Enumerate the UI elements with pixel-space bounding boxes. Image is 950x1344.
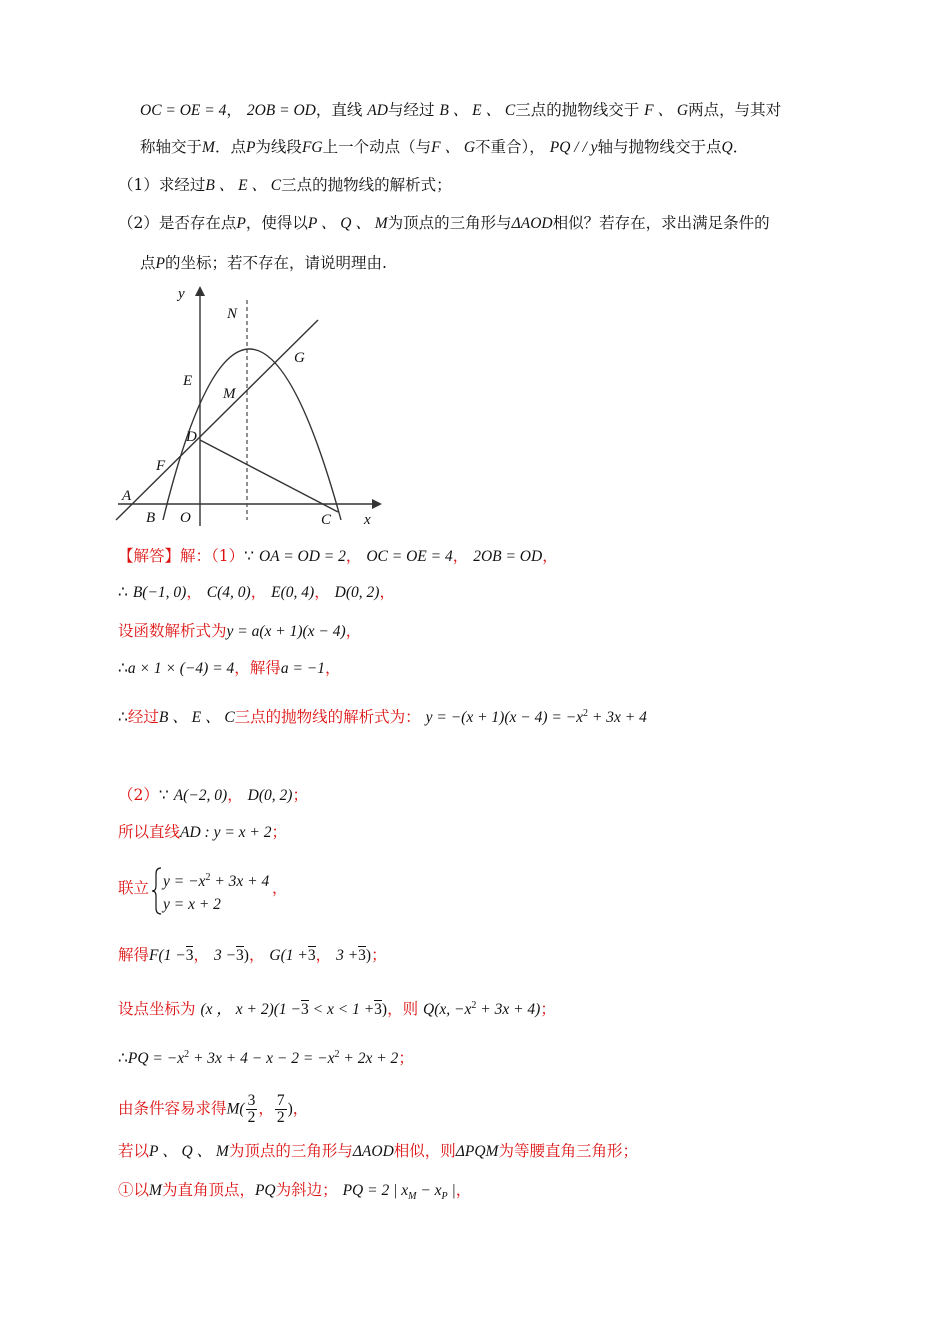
solution-header: 【解答】 [118,547,181,565]
label-a: A [122,488,132,504]
fraction-3-2: $\frac{3}{2}$ [247,1092,256,1126]
part2-solve: 解得F(1 −3， 3 −3)， G(1 +3， 3 +3)； [118,946,387,964]
line-dc [200,440,338,512]
part2-line-2: 所以直线AD : y = x + 2； [118,823,288,841]
solution-line-4: ∴a × 1 × (−4) = 4，解得a = −1， [118,659,341,677]
system-eq-2: y = x + 2 [163,896,221,913]
label-g: G [294,350,305,366]
part2-join-label: 联立 [118,879,150,897]
label-e: E [183,373,193,389]
part2-m-point: 由条件容易求得M( $\frac{3}{2}$ ， $\frac{7}{2}$ )， [118,1092,309,1126]
part2-case-1: ①以M为直角顶点，PQ为斜边； PQ = 2 | $x_M - x_P$ |， [118,1181,472,1202]
label-b: B [146,510,156,526]
geometry-figure [110,280,390,532]
system-comma: ， [272,879,288,897]
question-2: （2）是否存在点P，使得以P 、 Q 、 M为顶点的三角形与ΔAOD相似？若存在，求出满足条件的 [118,214,770,232]
system-eq-1: $y = -x^2 + 3x + 4$ [163,872,270,890]
fraction-7-2: $\frac{7}{2}$ [276,1092,285,1126]
part2-pq: ∴PQ = $-x^2 + 3x + 4 - x - 2 = -x^2 + 2x + 2$； [118,1049,414,1067]
question-2-line-2: 点P的坐标；若不存在，请说明理由. [140,254,387,272]
part2-line-1: （2）∵ A(−2, 0)， D(0, 2)； [118,786,308,804]
label-n: N [227,306,238,322]
label-d: D [186,429,197,445]
label-f: F [156,458,166,474]
y-axis-arrow [195,286,205,296]
problem-line-2: 称轴交于M．点P为线段FG上一个动点（与F 、 G不重合）， PQ / / y轴与抛物线交于点Q． [140,138,749,156]
line-ad [116,320,318,520]
solution-line-5: ∴经过B 、 E 、 C三点的抛物线的解析式为： $y = -(x + 1)(x - 4) = -x^2 + 3x + 4$ [118,708,647,726]
problem-line-1: OC = OE = 4， 2OB = OD，直线 AD与经过 B 、 E 、 C三点的抛物线交于 F 、 G两点，与其对 [140,101,782,119]
x-axis-arrow [372,499,382,509]
solution-line-1: 【解答】解：（1）∵ OA = OD = 2， OC = OE = 4， 2OB = OD， [118,547,558,565]
part2-similar: 若以P 、 Q 、 M为顶点的三角形与ΔAOD相似，则ΔPQM为等腰直角三角形； [118,1142,638,1160]
label-x: x [364,512,371,528]
label-y: y [178,286,185,302]
label-o: O [180,510,191,526]
part2-set-p: 设点坐标为 (x ， x + 2)(1 −3 < x < 1 +3)，则 Q(x, $-x^2 + 3x + 4$)； [118,1000,556,1018]
solution-line-3: 设函数解析式为y = a(x + 1)(x − 4)， [118,622,362,640]
system-brace [151,866,163,916]
solution-line-2: ∴ B(−1, 0)， C(4, 0)， E(0, 4)， D(0, 2)， [118,583,395,601]
label-c: C [321,512,332,528]
question-1: （1）求经过B 、 E 、 C三点的抛物线的解析式； [118,176,452,194]
label-m: M [223,386,236,402]
